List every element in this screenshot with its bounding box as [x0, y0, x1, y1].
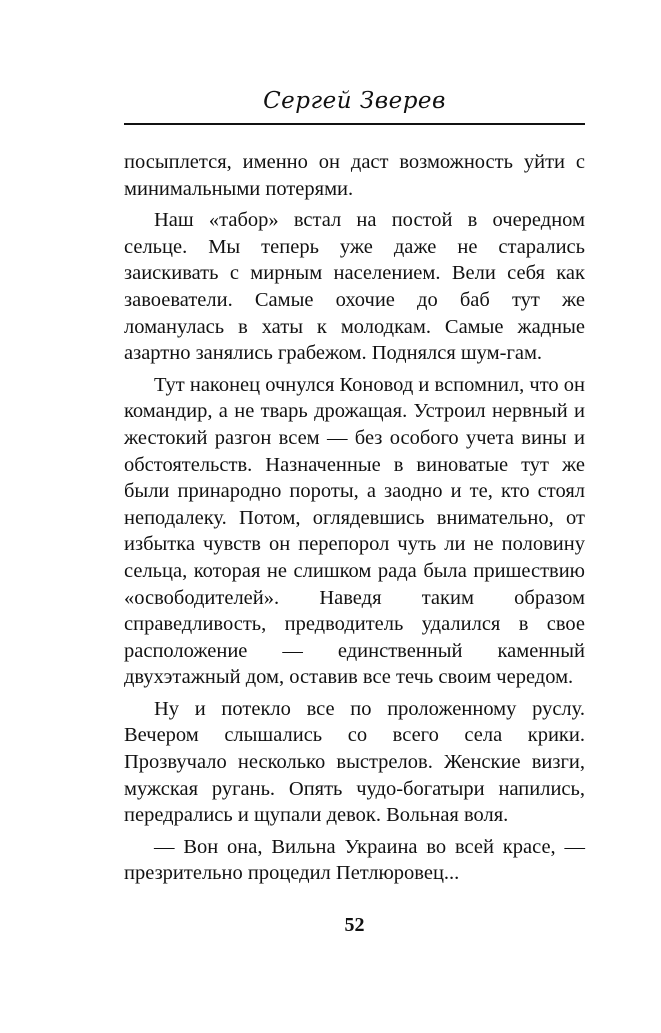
running-head: Сергей Зверев	[263, 88, 446, 114]
header-rule	[124, 123, 585, 125]
page-number: 52	[344, 914, 365, 936]
paragraph-3: Тут наконец очнулся Коновод и вспомнил, что он командир, а не тварь дрожащая. Устроил нервный и жестокий разгон всем — без особого учета вины и обстоятельств. Назначенные в виноватые тут же были принародно пороты, а заодно и те, кто стоял неподалеку. Потом, оглядевшись внимательно, от избытка чувств он перепорол чуть ли не половину сельца, которая не слишком рада была пришествию «освободителей». Наведя таким образом справедливость, предводитель удалился в свое расположение — единственный каменный двухэтажный дом, оставив все течь своим чередом.	[124, 373, 585, 689]
paragraph-2: Наш «табор» встал на постой в очередном сельце. Мы теперь уже даже не старались заискивать с мирным населением. Вели себя как завоеватели. Самые охочие до баб тут же ломанулась в хаты к молодкам. Самые жадные азартно занялись грабежом. Поднялся шум-гам.	[124, 209, 585, 365]
paragraph-1: посыплется, именно он даст возможность уйти с минимальными потерями.	[124, 151, 585, 200]
paragraph-4: Ну и потекло все по проложенному руслу. Вечером слышались со всего села крики. Прозвучало несколько выстрелов. Женские визги, мужская ругань. Опять чудо-богатыри напились, передрались и щупали девок. Вольная воля.	[124, 697, 585, 827]
body-text	[124, 149, 585, 887]
paragraph-5: — Вон она, Вильна Украина во всей красе, — презрительно процедил Петлюровец...	[124, 835, 585, 885]
